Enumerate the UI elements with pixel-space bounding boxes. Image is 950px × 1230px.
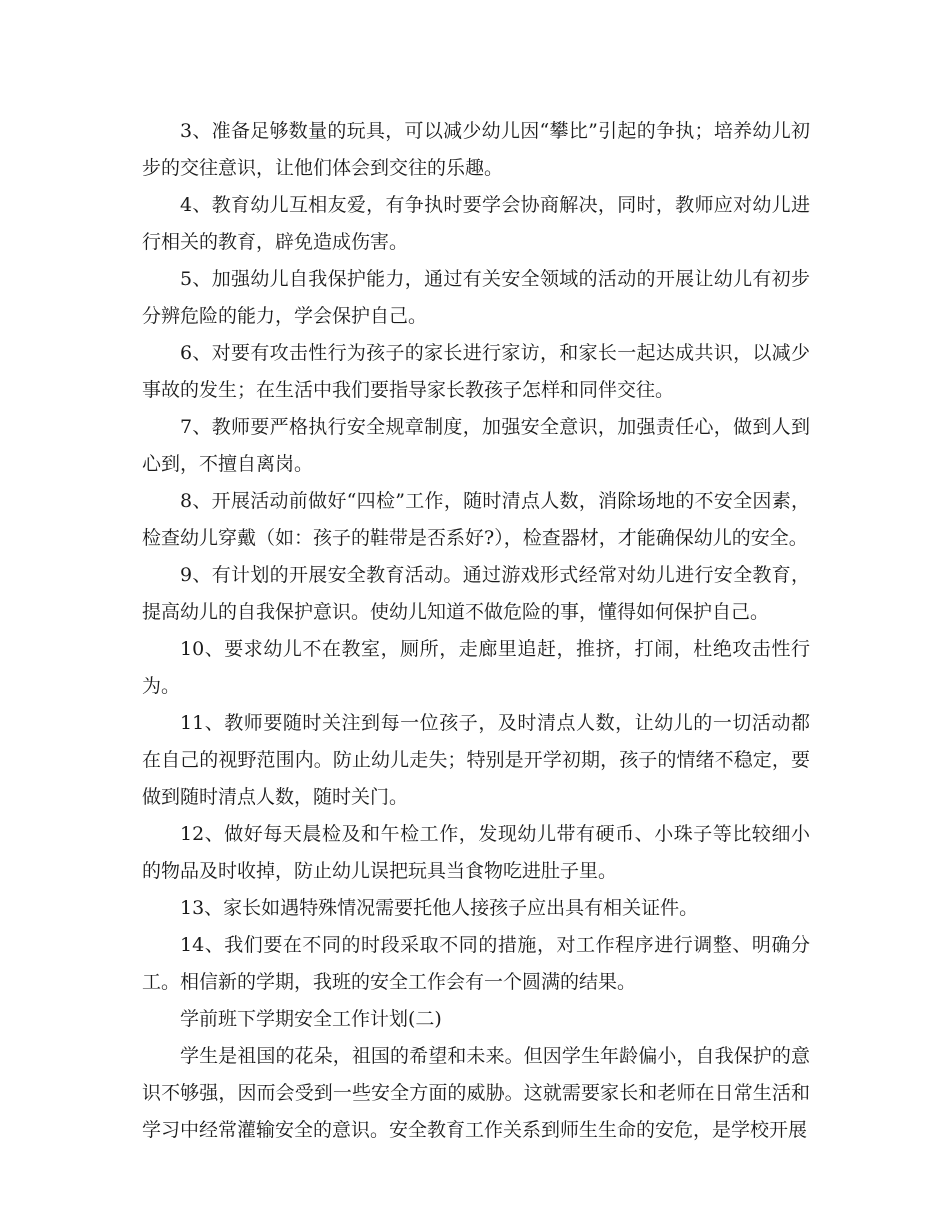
paragraph-item-14: 14、我们要在不同的时段采取不同的措施，对工作程序进行调整、明确分工。相信新的学期，我班的安全工作会有一个圆满的结果。 xyxy=(142,934,810,993)
paragraph-item-11: 11、教师要随时关注到每一位孩子，及时清点人数，让幼儿的一切活动都在自己的视野范围内。防止幼儿走失；特别是开学初期，孩子的情绪不稳定，要做到随时清点人数，随时关门。 xyxy=(142,712,810,808)
paragraph-item-13: 13、家长如遇特殊情况需要托他人接孩子应出具有相关证件。 xyxy=(180,897,699,919)
paragraph-item-6: 6、对要有攻击性行为孩子的家长进行家访，和家长一起达成共识，以减少事故的发生；在生活中我们要指导家长教孩子怎样和同伴交往。 xyxy=(142,342,810,401)
section-heading: 学前班下学期安全工作计划(二) xyxy=(180,1008,442,1030)
paragraph-item-4: 4、教育幼儿互相友爱，有争执时要学会协商解决，同时，教师应对幼儿进行相关的教育，辟免造成伤害。 xyxy=(142,194,810,253)
document-body xyxy=(142,113,810,1149)
paragraph-item-12: 12、做好每天晨检及和午检工作，发现幼儿带有硬币、小珠子等比较细小的物品及时收掉，防止幼儿误把玩具当食物吃进肚子里。 xyxy=(142,823,810,882)
paragraph-item-10: 10、要求幼儿不在教室，厕所，走廊里追赶，推挤，打闹，杜绝攻击性行为。 xyxy=(142,638,810,697)
paragraph-item-8: 8、开展活动前做好“四检”工作，随时清点人数，消除场地的不安全因素，检查幼儿穿戴（如：孩子的鞋带是否系好?），检查器材，才能确保幼儿的安全。 xyxy=(142,490,810,549)
paragraph-item-3: 3、准备足够数量的玩具，可以减少幼儿因“攀比”引起的争执；培养幼儿初步的交往意识，让他们体会到交往的乐趣。 xyxy=(142,120,810,179)
paragraph-item-7: 7、教师要严格执行安全规章制度，加强安全意识，加强责任心，做到人到心到，不擅自离岗。 xyxy=(142,416,810,475)
paragraph-item-9: 9、有计划的开展安全教育活动。通过游戏形式经常对幼儿进行安全教育，提高幼儿的自我保护意识。使幼儿知道不做危险的事，懂得如何保护自己。 xyxy=(142,564,810,623)
paragraph-item-5: 5、加强幼儿自我保护能力，通过有关安全领域的活动的开展让幼儿有初步分辨危险的能力，学会保护自己。 xyxy=(142,268,810,327)
intro-paragraph: 学生是祖国的花朵，祖国的希望和未来。但因学生年龄偏小，自我保护的意识不够强，因而会受到一些安全方面的威胁。这就需要家长和老师在日常生活和学习中经常灌输安全的意识。安全教育工作关系到师生生命的安危，是学校开展 xyxy=(142,1045,810,1141)
